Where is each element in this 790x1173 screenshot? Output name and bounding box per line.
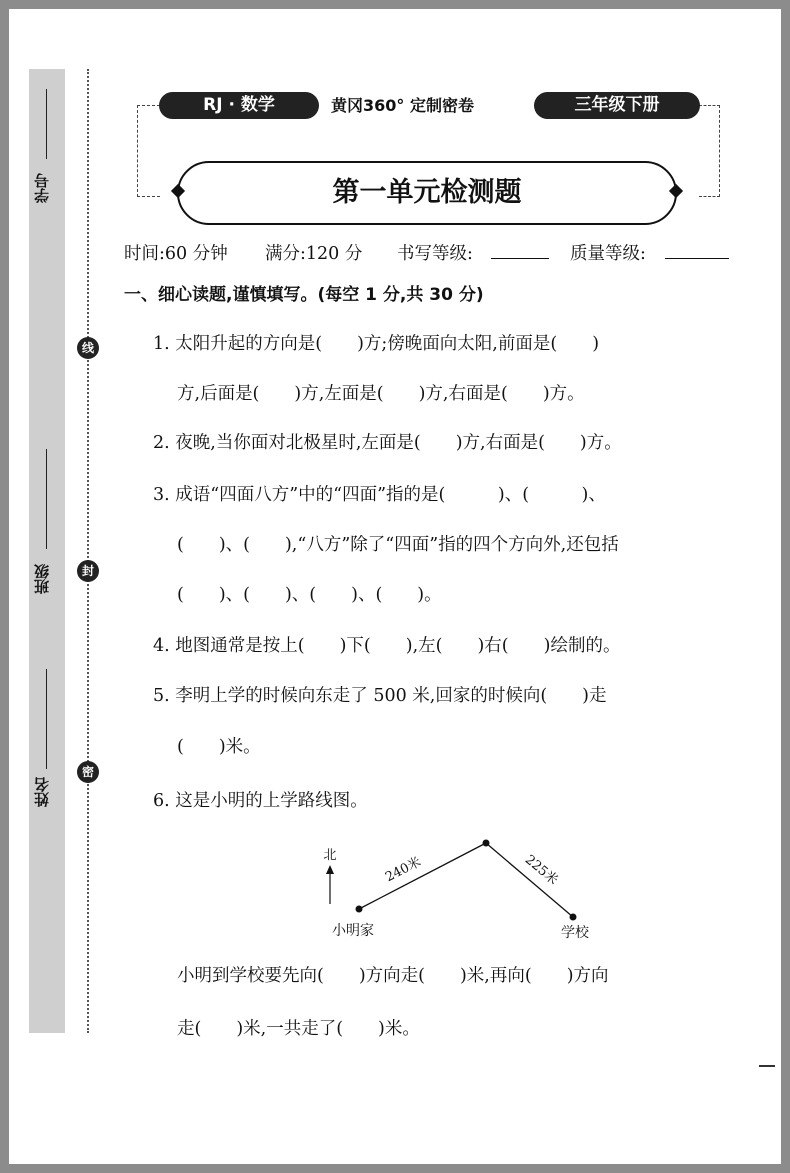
secret-circle: 密 <box>77 761 99 783</box>
series-title: 黄冈360° 定制密卷 <box>331 96 474 115</box>
quality-grade-field[interactable] <box>665 242 729 266</box>
class-line <box>46 449 47 549</box>
binding-sidebar <box>29 69 65 1033</box>
turn-point <box>483 840 490 847</box>
time-info: 时间:60 分钟 <box>124 244 228 264</box>
question-1-line-2: 方,后面是( )方,左面是( )方,右面是( )方。 <box>177 384 585 404</box>
north-label: 北 <box>323 848 337 863</box>
student-number-label: 学号 <box>33 173 51 203</box>
school-point <box>570 914 577 921</box>
school-label: 学校 <box>561 925 589 941</box>
quality-grade-label: 质量等级: <box>570 244 646 264</box>
section-heading: 一、细心读题,谨慎填写。(每空 1 分,共 30 分) <box>124 285 484 305</box>
binding-dotted-line <box>87 69 89 1033</box>
page-mark <box>759 1065 775 1067</box>
header-frame-right <box>699 105 720 197</box>
question-6-answer-line-2: 走( )米,一共走了( )米。 <box>177 1019 420 1039</box>
full-score-info: 满分:120 分 <box>265 244 363 264</box>
writing-grade-field[interactable] <box>491 242 549 266</box>
class-label: 班级 <box>33 564 51 594</box>
home-label: 小明家 <box>332 923 374 939</box>
segment-1-label: 240米 <box>383 854 424 886</box>
page-title: 第一单元检测题 <box>332 177 522 208</box>
question-2: 2. 夜晚,当你面对北极星时,左面是( )方,右面是( )方。 <box>153 433 622 453</box>
question-3-line-3: ( )、( )、( )、( )。 <box>177 585 442 605</box>
header-frame-left <box>137 105 160 197</box>
exam-page <box>9 9 781 1164</box>
question-4: 4. 地图通常是按上( )下( ),左( )右( )绘制的。 <box>153 636 621 656</box>
question-5-line-2: ( )米。 <box>177 737 261 757</box>
question-3-line-1: 3. 成语“四面八方”中的“四面”指的是( )、( )、 <box>153 485 606 505</box>
writing-grade-label: 书写等级: <box>397 244 473 264</box>
name-line <box>46 669 47 769</box>
north-arrow-icon <box>326 865 334 874</box>
question-6: 6. 这是小明的上学路线图。 <box>153 791 368 811</box>
student-number-line <box>46 89 47 159</box>
route-map <box>305 829 615 944</box>
seal-circle: 封 <box>77 560 99 582</box>
question-3-line-2: ( )、( ),“八方”除了“四面”指的四个方向外,还包括 <box>177 535 619 555</box>
subject-badge: RJ · 数学 <box>159 92 319 119</box>
segment-2-label: 225米 <box>521 852 561 889</box>
title-banner <box>177 161 677 225</box>
line-seal-circle: 线 <box>77 337 99 359</box>
question-5-line-1: 5. 李明上学的时候向东走了 500 米,回家的时候向( )走 <box>153 686 607 706</box>
home-point <box>356 906 363 913</box>
name-label: 姓名 <box>33 777 51 807</box>
question-1-line-1: 1. 太阳升起的方向是( )方;傍晚面向太阳,前面是( ) <box>153 334 600 354</box>
grade-badge: 三年级下册 <box>534 92 700 119</box>
question-6-answer-line-1: 小明到学校要先向( )方向走( )米,再向( )方向 <box>177 966 609 986</box>
route-segment-1 <box>359 843 486 909</box>
